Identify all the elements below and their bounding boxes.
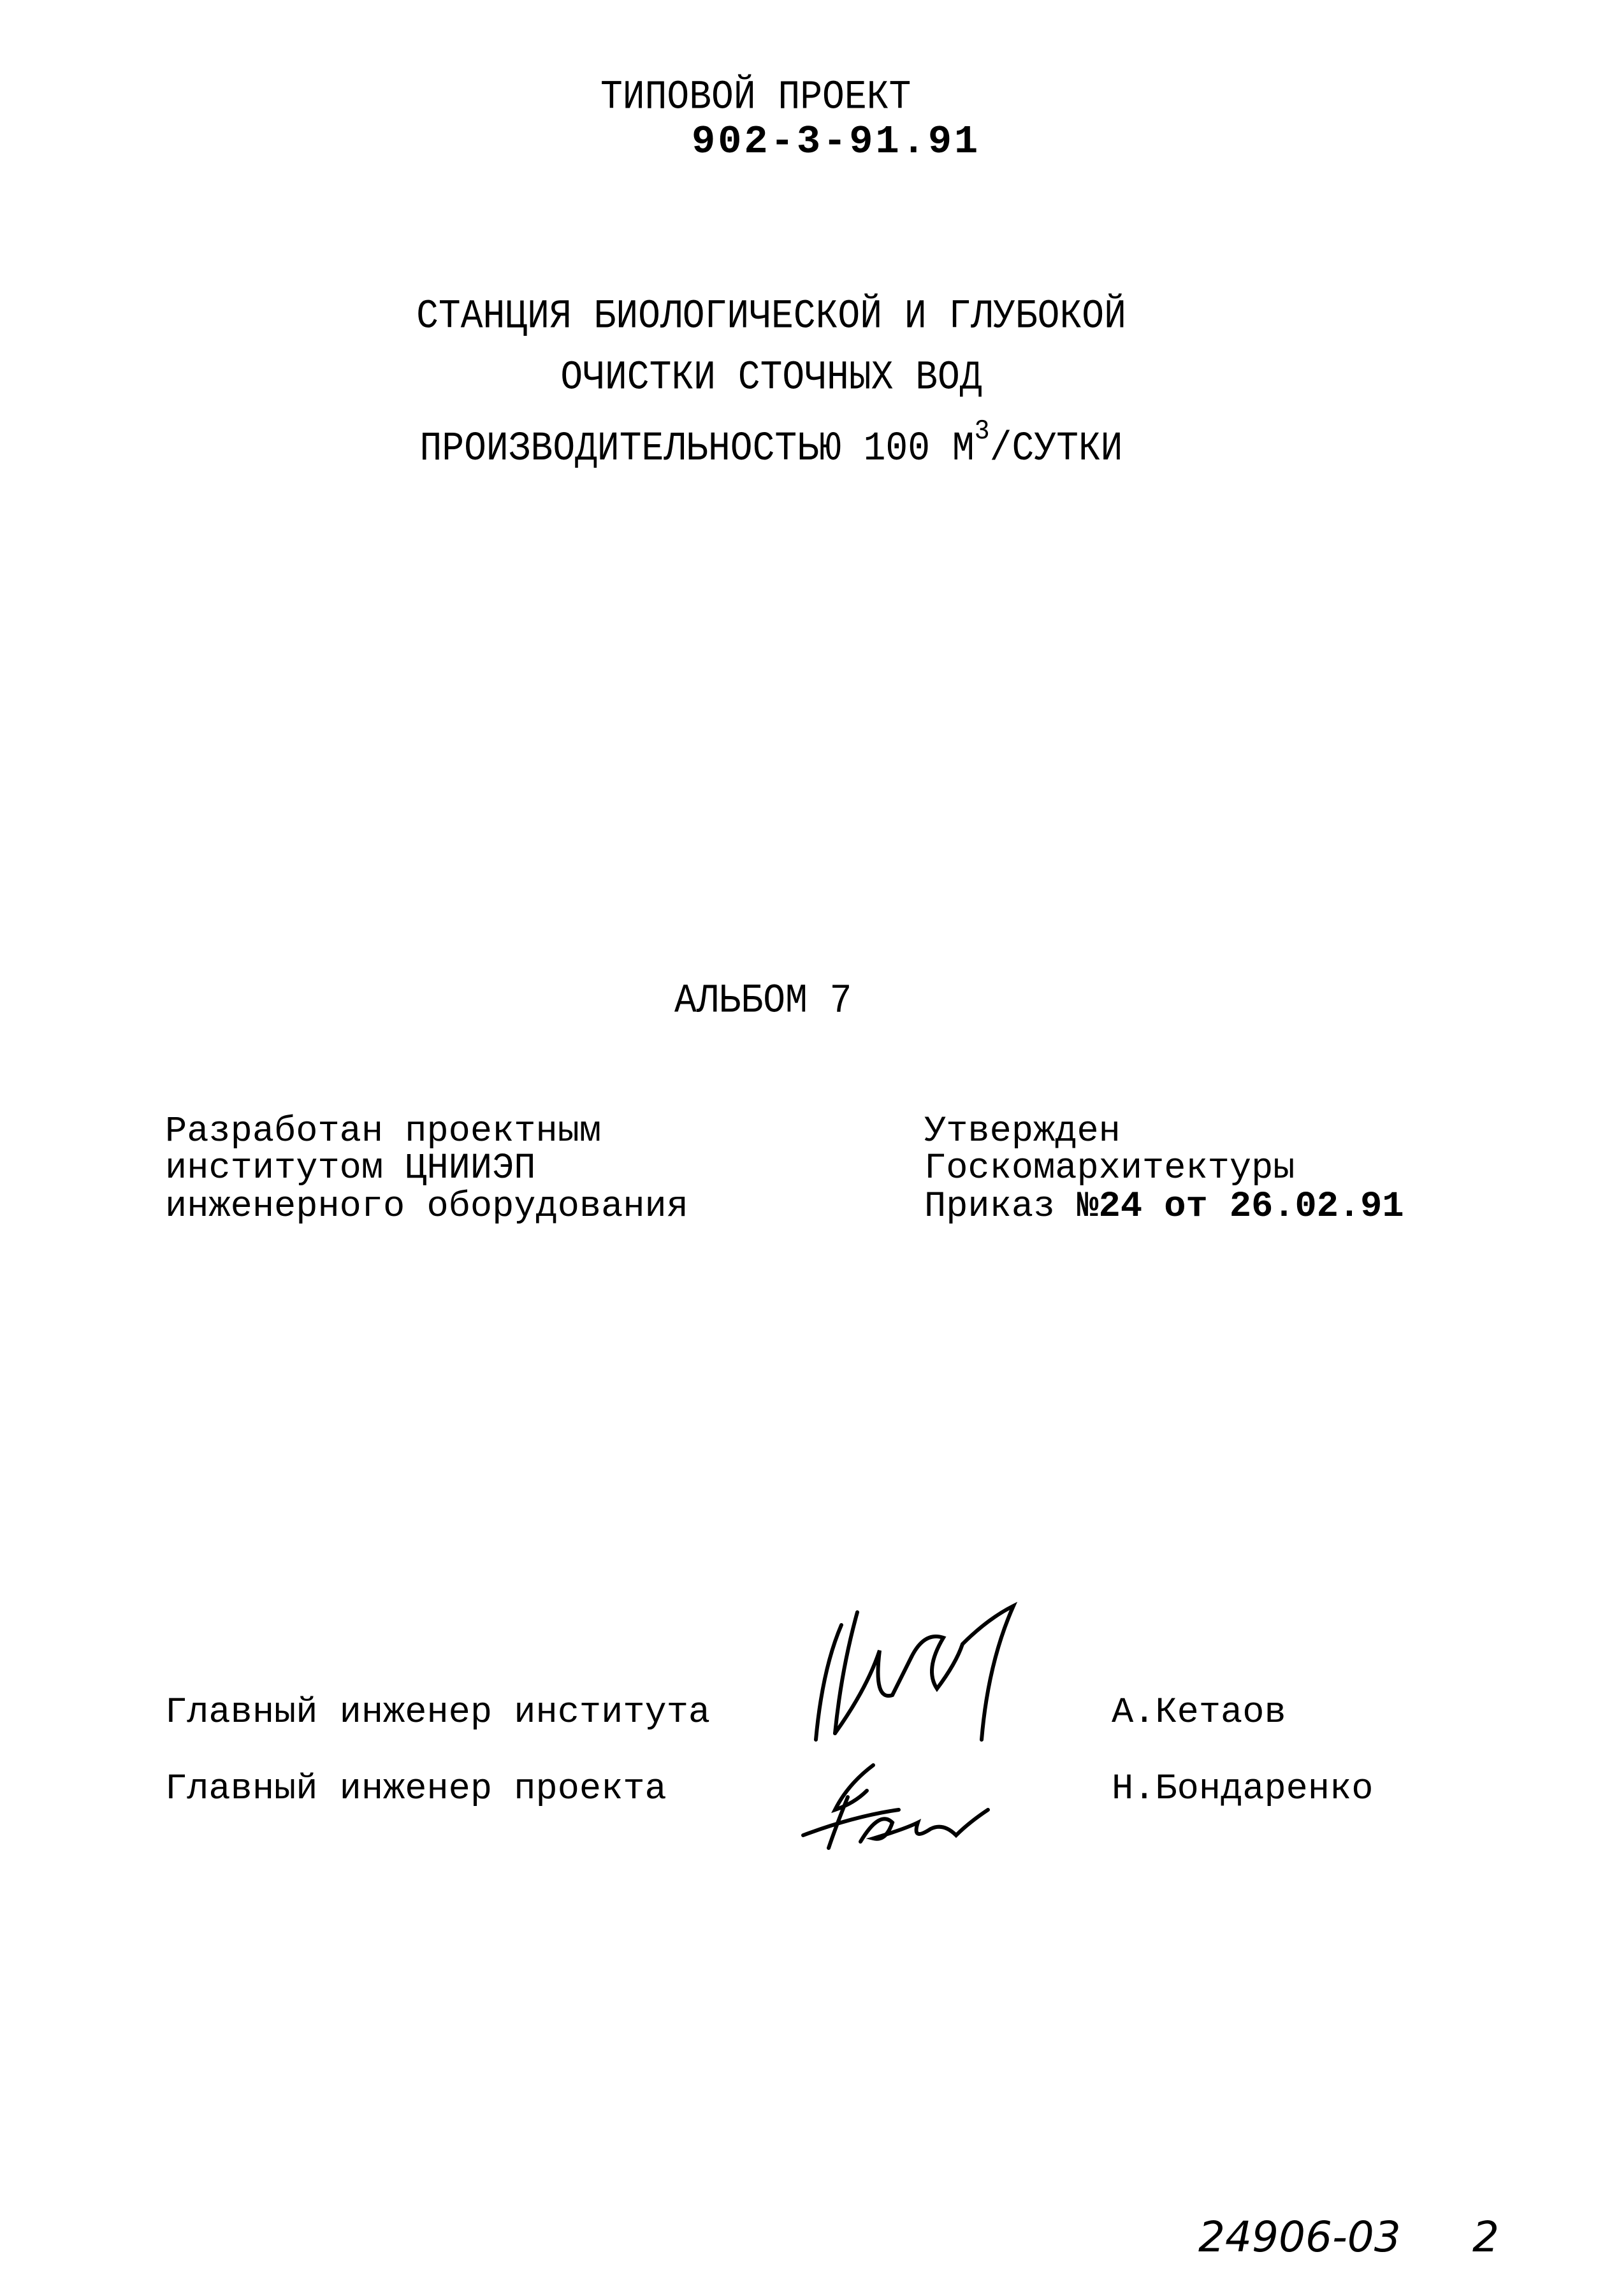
developed-line-3: инженерного оборудования bbox=[165, 1187, 688, 1227]
approved-line-3 bbox=[924, 1189, 1404, 1225]
project-number: 902-3-91.91 bbox=[692, 119, 981, 164]
capacity-unit: /СУТКИ bbox=[989, 426, 1123, 472]
page-number: 2 bbox=[1472, 2213, 1499, 2262]
subject-line-2: ОЧИСТКИ СТОЧНЫХ ВОД bbox=[560, 355, 982, 401]
order-date: 26.02.91 bbox=[1229, 1187, 1404, 1227]
capacity-text: ПРОИЗВОДИТЕЛЬНОСТЬЮ 100 М bbox=[419, 426, 975, 472]
document-type-title: ТИПОВОЙ ПРОЕКТ bbox=[600, 75, 911, 121]
signatory-role-1: Главный инженер института bbox=[165, 1693, 711, 1733]
order-number: №24 bbox=[1077, 1187, 1143, 1227]
approved-line-1: Утвержден bbox=[924, 1111, 1121, 1152]
cubic-superscript: 3 bbox=[974, 415, 990, 448]
inventory-number: 24906-03 bbox=[1198, 2213, 1401, 2262]
signatory-name-1: А.Кетаов bbox=[1112, 1693, 1286, 1733]
subject-line-1: СТАНЦИЯ БИОЛОГИЧЕСКОЙ И ГЛУБОКОЙ bbox=[416, 294, 1126, 340]
approved-line-2: Госкомархитектуры bbox=[924, 1148, 1295, 1189]
order-from: от bbox=[1142, 1187, 1230, 1227]
signatory-role-2: Главный инженер проекта bbox=[165, 1769, 667, 1810]
order-label: Приказ bbox=[924, 1187, 1077, 1227]
signatures-image bbox=[797, 1593, 1039, 1861]
subject-line-3 bbox=[0, 415, 1543, 472]
signatory-name-2: Н.Бондаренко bbox=[1112, 1769, 1374, 1810]
developed-line-1: Разработан проектным bbox=[165, 1111, 602, 1152]
signature-bondarenko bbox=[803, 1765, 988, 1848]
signature-ketaov bbox=[816, 1606, 1013, 1740]
album-number: АЛЬБОМ 7 bbox=[674, 978, 852, 1025]
developed-line-2: институтом ЦНИИЭП bbox=[165, 1148, 536, 1189]
